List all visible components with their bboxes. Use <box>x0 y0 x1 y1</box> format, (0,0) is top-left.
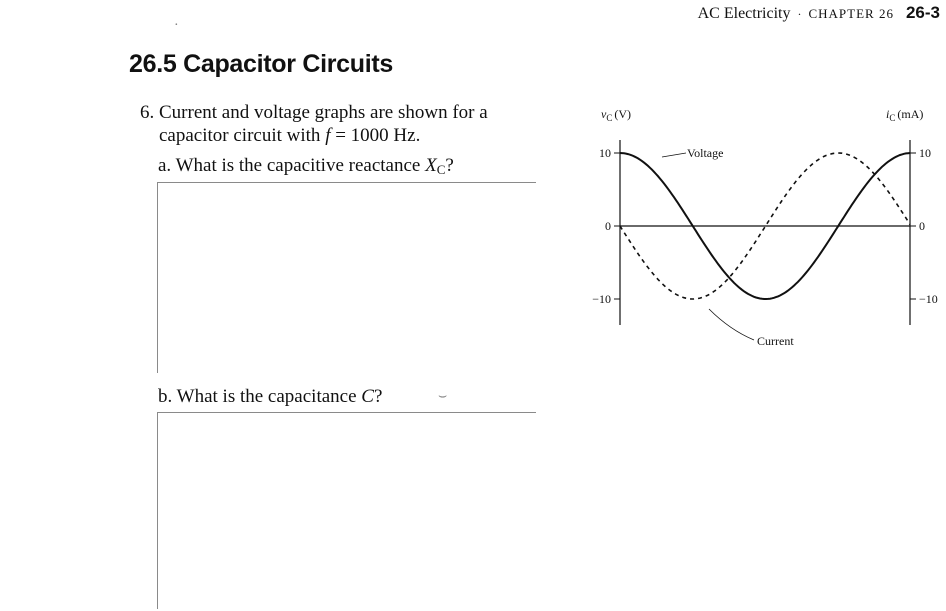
problem-line-1: Current and voltage graphs are shown for a <box>159 102 488 123</box>
part-b-end: ? <box>373 386 383 407</box>
header-subject: AC Electricity <box>697 5 791 22</box>
left-tick-label-neg10: −10 <box>592 292 611 306</box>
left-tick-label-0: 0 <box>605 219 611 233</box>
reactance-variable: X <box>425 155 437 176</box>
part-a-end: ? <box>445 155 454 176</box>
header-chapter: CHAPTER 26 <box>808 6 894 21</box>
current-leader <box>709 309 754 340</box>
capacitance-variable: C <box>361 386 374 407</box>
pen-mark: ⌣ <box>438 389 448 404</box>
left-axis-label: $v_C$ (V) <box>601 107 632 123</box>
frequency-variable: f <box>325 125 331 146</box>
left-tick-label-10: 10 <box>599 146 611 160</box>
problem-line-2: capacitor circuit with <box>159 125 326 146</box>
section-title: 26.5 Capacitor Circuits <box>129 50 394 78</box>
right-axis-label: $i_C$ (mA) <box>886 107 924 123</box>
right-tick-label-neg10: −10 <box>919 292 938 306</box>
current-annotation: Current <box>757 334 794 348</box>
problem-number: 6. <box>140 102 155 123</box>
voltage-leader <box>662 153 686 157</box>
part-b-text: b. What is the capacitance <box>158 386 362 407</box>
right-tick-label-10: 10 <box>919 146 931 160</box>
scan-speck: · <box>174 18 179 33</box>
header-separator: · <box>797 7 802 21</box>
header-page-number: 26-3 <box>905 3 940 22</box>
voltage-annotation: Voltage <box>687 146 724 160</box>
part-a-text: a. What is the capacitive reactance <box>158 155 426 176</box>
problem-line-2-end: = 1000 Hz. <box>330 125 421 146</box>
reactance-subscript: C <box>436 162 446 177</box>
right-tick-label-0: 0 <box>919 219 925 233</box>
